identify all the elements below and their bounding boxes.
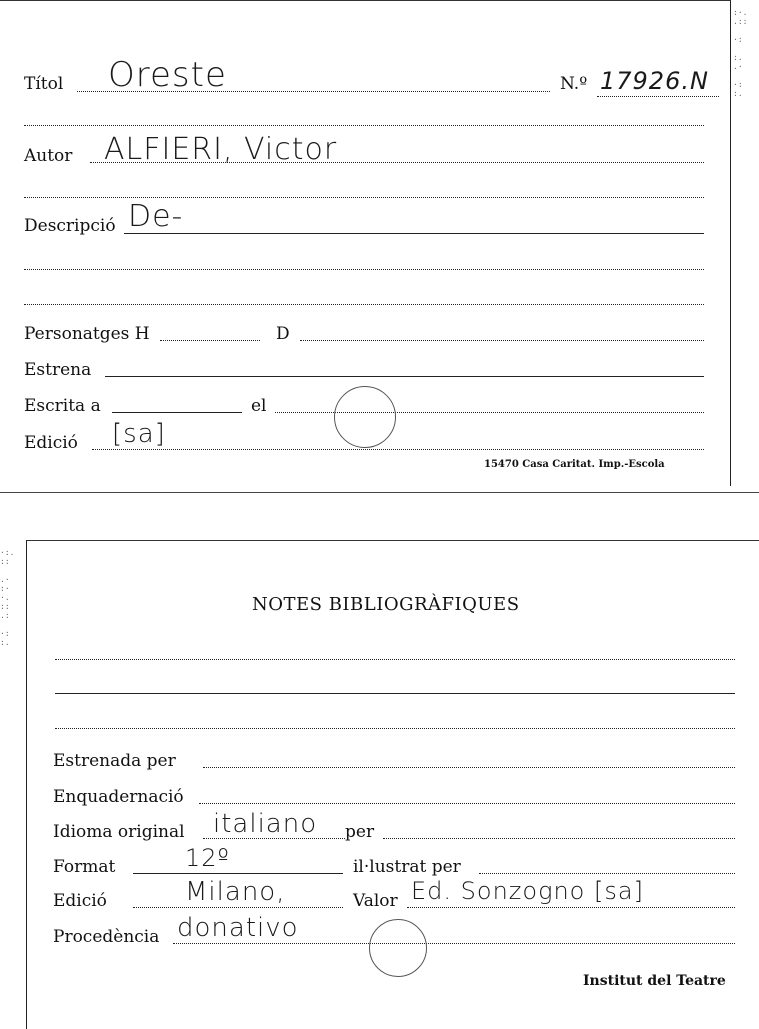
value-edicio: [sa] — [112, 419, 166, 449]
personatges-h-line — [160, 340, 260, 341]
value-titol: Oreste — [108, 55, 227, 95]
blank-line — [24, 197, 704, 198]
punch-hole — [334, 386, 396, 448]
label-el: el — [251, 396, 267, 416]
format-line — [133, 873, 343, 874]
punch-hole — [369, 919, 427, 977]
label-valor: Valor — [353, 891, 398, 911]
label-enquadernacio: Enquadernació — [53, 787, 184, 807]
label-d: D — [276, 324, 290, 344]
label-edicio: Edició — [24, 433, 78, 453]
value-numero: 17926.N — [600, 67, 709, 95]
label-autor: Autor — [24, 146, 73, 166]
institution-name: Institut del Teatre — [583, 973, 726, 989]
torn-edge-mark: :·. .:: ·: :. .· ·: :. — [733, 8, 748, 98]
value-valor: Ed. Sonzogno [sa] — [411, 877, 644, 905]
estrenada-line — [203, 767, 735, 768]
valor-line — [407, 907, 735, 908]
label-illustrat: il·lustrat per — [353, 857, 461, 877]
label-estrena: Estrena — [24, 360, 92, 380]
label-numero: N.º — [560, 74, 588, 94]
value-edicio2: Milano, — [185, 877, 286, 907]
estrena-line — [105, 376, 704, 377]
blank-line — [24, 269, 704, 270]
label-personatges: Personatges H — [24, 324, 150, 344]
blank-line — [24, 304, 704, 305]
blank-line — [55, 659, 735, 660]
value-autor: ALFIERI, Victor — [104, 132, 338, 167]
label-format: Format — [53, 857, 116, 877]
label-estrenada: Estrenada per — [53, 751, 176, 771]
label-edicio2: Edició — [53, 891, 107, 911]
descripcio-line — [124, 233, 704, 234]
blank-line — [24, 125, 704, 126]
edicio2-line — [133, 907, 343, 908]
torn-edge-mark: ·:. :: .· :· ·. :: .: ·: :. — [0, 548, 15, 647]
heading-notes: NOTES BIBLIOGRÀFIQUES — [252, 594, 520, 615]
per-line — [383, 838, 735, 839]
catalog-card-front — [0, 0, 731, 486]
printer-imprint: 15470 Casa Caritat. Imp.-Escola — [484, 459, 665, 470]
illustrat-line — [479, 873, 735, 874]
enquadernacio-line — [199, 803, 735, 804]
value-procedencia: donativo — [177, 913, 299, 943]
label-descripcio: Descripció — [24, 216, 116, 236]
blank-line — [55, 728, 735, 729]
procedencia-line — [173, 943, 735, 944]
numero-line — [597, 96, 719, 97]
personatges-d-line — [300, 340, 704, 341]
card-separator — [0, 492, 759, 493]
value-idioma: italiano — [213, 809, 318, 839]
edicio-line — [92, 449, 704, 450]
label-per: per — [345, 822, 375, 842]
value-format: 12º — [185, 844, 230, 872]
label-titol: Títol — [24, 74, 64, 94]
label-idioma: Idioma original — [53, 822, 185, 842]
label-escrita: Escrita a — [24, 396, 101, 416]
catalog-card-back — [26, 540, 759, 1029]
blank-line — [55, 693, 735, 694]
label-procedencia: Procedència — [53, 927, 160, 947]
escrita-line — [112, 412, 242, 413]
value-descripcio: De- — [128, 199, 184, 234]
